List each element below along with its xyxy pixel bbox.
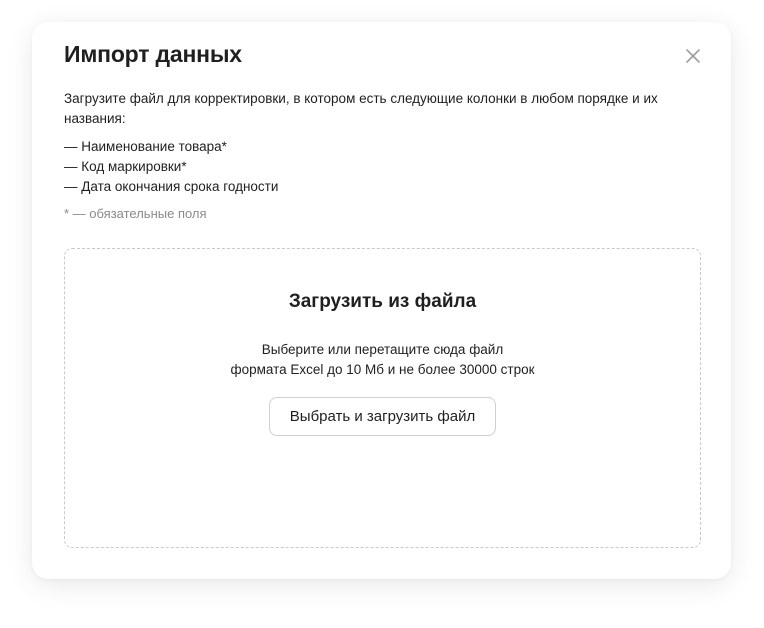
close-icon xyxy=(682,45,704,67)
close-button[interactable] xyxy=(682,45,704,67)
required-fields-note: * — обязательные поля xyxy=(64,206,207,221)
dropzone-description-line: Выберите или перетащите сюда файл xyxy=(261,342,504,357)
list-item: — Код маркировки* xyxy=(64,159,187,174)
file-dropzone[interactable] xyxy=(64,248,701,548)
import-dialog xyxy=(32,22,731,579)
list-item: — Дата окончания срока годности xyxy=(64,179,279,194)
dialog-title: Импорт данных xyxy=(64,41,242,67)
required-columns-list xyxy=(64,137,278,197)
intro-text: Загрузите файл для корректировки, в котором есть следующие колонки в любом порядке и их названия: xyxy=(64,91,658,126)
dropzone-description xyxy=(65,340,700,380)
select-upload-file-button[interactable]: Выбрать и загрузить файл xyxy=(269,397,496,436)
dropzone-description-line: формата Excel до 10 Мб и не более 30000 строк xyxy=(230,362,535,377)
list-item: — Наименование товара* xyxy=(64,139,227,154)
dropzone-title: Загрузить из файла xyxy=(288,291,477,312)
